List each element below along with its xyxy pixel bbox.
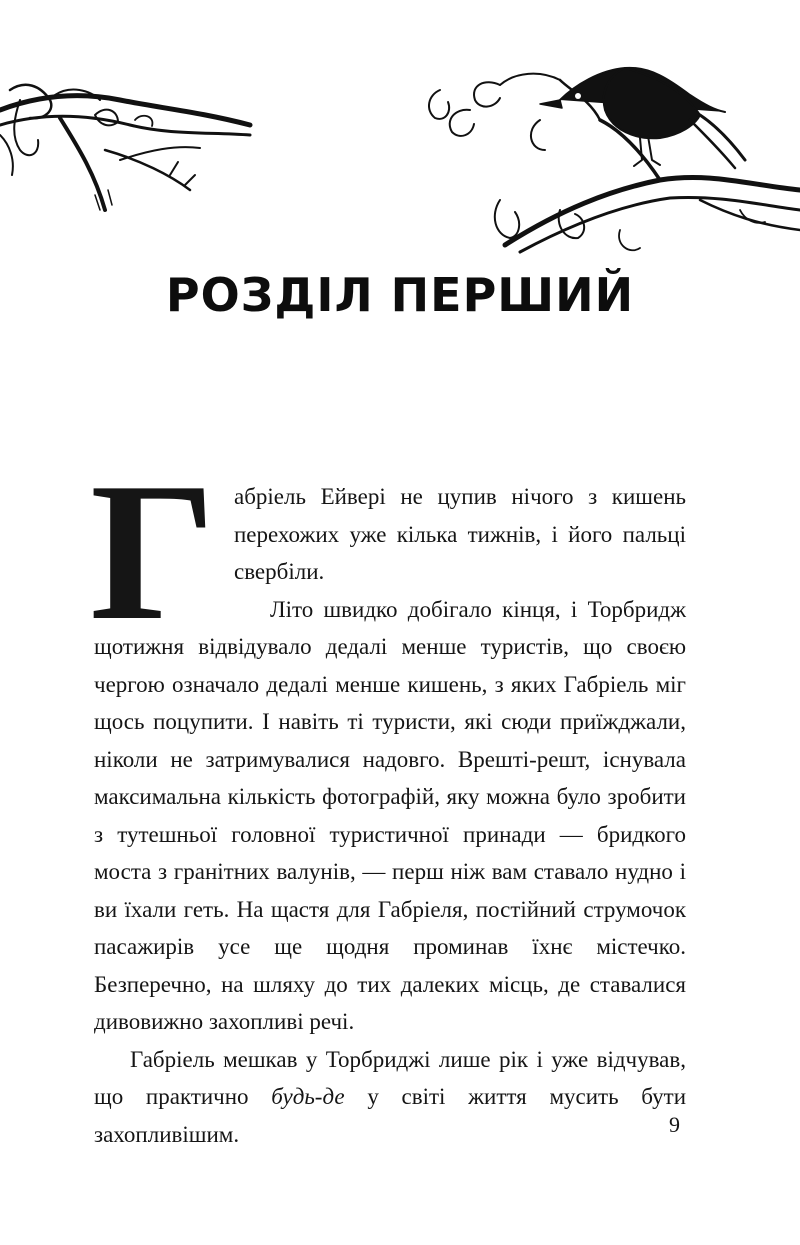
chapter-title: РОЗДІЛ ПЕРШИЙ [165, 268, 635, 322]
branch-crow-illustration [0, 0, 800, 280]
paragraph-3-italic: будь-де [271, 1084, 345, 1109]
paragraph-3 [94, 1041, 686, 1154]
chapter-body [90, 442, 686, 1153]
paragraph-1-text: абріель Ейвері не цупив нічого з кишень перехожих уже кілька тижнів, і його пальці свербіли. [233, 484, 686, 584]
drop-cap: Г [90, 442, 216, 661]
paragraph-2: Літо швидко добігало кінця, і Торбридж щотижня відвідувало дедалі менше туристів, що своєю чергою означало дедалі менше кишень, з яких Габріель міг щось поцупити. І навіть ті туристи, які сюди приїжджали, ніколи не затримувалися надовго. Врешті-решт, існувала максимальна кількість фотографій, яку можна було зробити з тутешньої головної туристичної принади — бридкого моста з гранітних валунів, — перш ніж вам ставало нудно і ви їхали геть. На щастя для Габріеля, постійний струмочок пасажирів усе ще щодня проминав їхнє містечко. Безперечно, на шляху до тих далеких місць, де ставалися дивовижно захопливі речі. [94, 596, 686, 1034]
page-number: 9 [669, 1112, 680, 1137]
paragraph-1 [90, 442, 686, 661]
paragraph-3-text-end: у світі життя мусить бути захопливішим. [94, 1084, 686, 1147]
crow-icon [540, 68, 745, 168]
paragraph-3-text-start: Габріель мешкав у Торбриджі лише рік і уже відчував, що практично [94, 1046, 686, 1109]
left-branch-icon [0, 85, 250, 210]
